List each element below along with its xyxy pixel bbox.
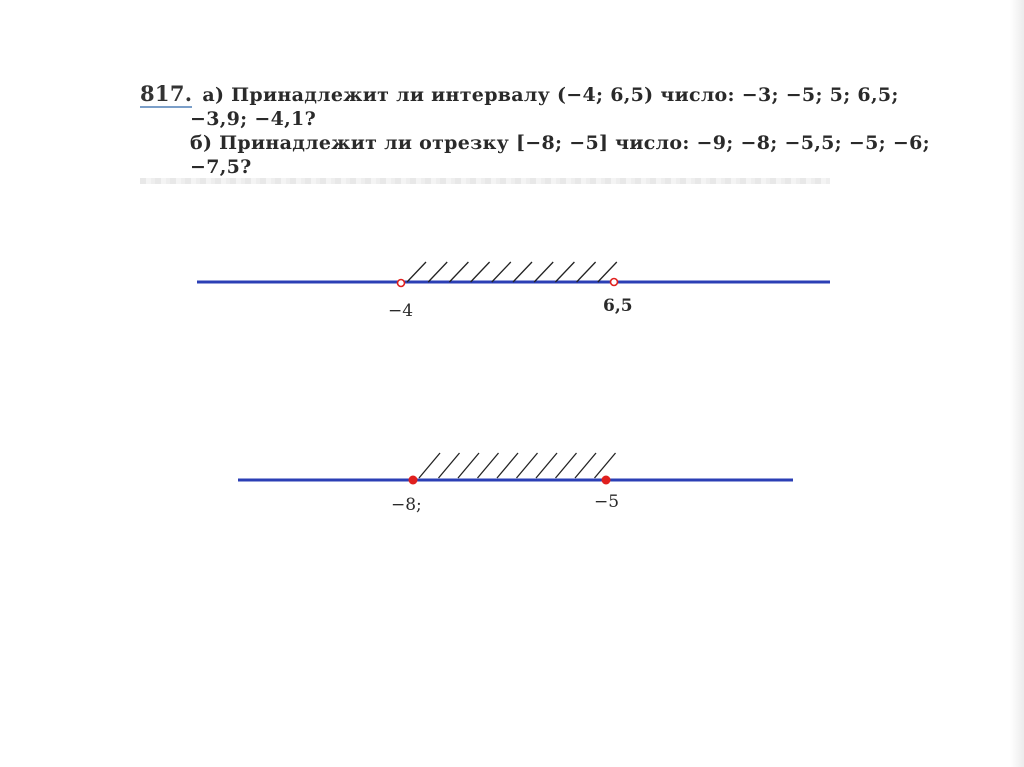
hatch-mark-a	[555, 262, 574, 282]
hatching-a	[407, 262, 617, 282]
hatch-mark-b	[595, 453, 616, 478]
hatch-mark-b	[517, 453, 538, 478]
label-right-b: −5	[594, 492, 620, 512]
hatch-mark-a	[471, 262, 490, 282]
hatch-mark-a	[407, 262, 426, 282]
problem-part-b-line-2: −7,5?	[190, 156, 252, 178]
hatch-mark-a	[534, 262, 553, 282]
hatch-mark-a	[428, 262, 447, 282]
hatch-mark-b	[556, 453, 577, 478]
problem-part-a-line-1: а) Принадлежит ли интервалу (−4; 6,5) число: −3; −5; 5; 6,5;	[202, 84, 899, 106]
problem-part-a-line-2: −3,9; −4,1?	[190, 108, 317, 130]
open-point-right-a	[611, 279, 618, 286]
label-left-a: −4	[388, 301, 414, 321]
number-line-b	[238, 453, 793, 515]
hatch-mark-b	[497, 453, 518, 478]
hatch-mark-b	[478, 453, 499, 478]
hatch-mark-b	[419, 453, 440, 478]
label-right-a: 6,5	[603, 296, 633, 316]
hatch-mark-b	[536, 453, 557, 478]
hatch-mark-b	[439, 453, 460, 478]
filled-point-right-b	[602, 476, 611, 485]
number-line-a	[197, 262, 830, 321]
label-left-b: −8;	[391, 495, 422, 515]
hatch-mark-b	[575, 453, 596, 478]
filled-point-left-b	[409, 476, 418, 485]
hatch-mark-a	[513, 262, 532, 282]
hatch-mark-a	[449, 262, 468, 282]
problem-part-b-line-1: б) Принадлежит ли отрезку [−8; −5] число: −9; −8; −5,5; −5; −6;	[190, 132, 930, 154]
hatch-mark-a	[577, 262, 596, 282]
problem-number: 817.	[140, 81, 193, 106]
hatch-mark-a	[492, 262, 511, 282]
hatch-mark-b	[458, 453, 479, 478]
hatching-b	[419, 453, 616, 478]
open-point-left-a	[398, 280, 405, 287]
